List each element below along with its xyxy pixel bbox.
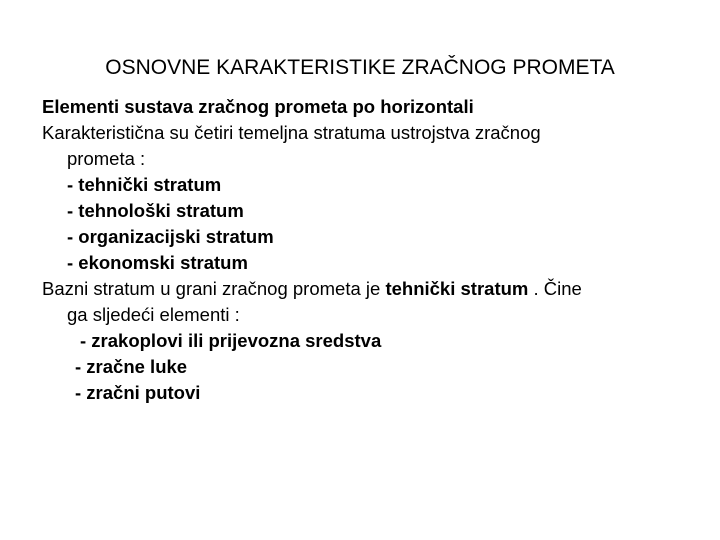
section-heading: Elementi sustava zračnog prometa po horizontali [42, 96, 474, 117]
basis-paragraph [42, 276, 692, 328]
basis-line-2: ga sljedeći elementi : [67, 304, 240, 325]
list-item-zracne-luke: - zračne luke [75, 356, 188, 377]
basis-bold: tehnički stratum [385, 278, 529, 299]
slide-title: OSNOVNE KARAKTERISTIKE ZRAČNOG PROMETA [105, 56, 615, 79]
list-item-tehnicki: - tehnički stratum [67, 174, 222, 195]
list-item-organizacijski: - organizacijski stratum [67, 226, 274, 247]
intro-line-1: Karakteristična su četiri temeljna stratuma ustrojstva zračnog [42, 122, 541, 143]
list-item-zrakoplovi: - zrakoplovi ili prijevozna sredstva [80, 330, 382, 351]
strata-list [42, 172, 692, 276]
list-item-zracni-putovi: - zračni putovi [75, 382, 201, 403]
intro-line-2: prometa : [67, 148, 146, 169]
list-item-tehnoloski: - tehnološki stratum [67, 200, 244, 221]
intro-paragraph [42, 120, 692, 172]
list-item-ekonomski: - ekonomski stratum [67, 252, 248, 273]
elements-list [42, 328, 692, 406]
slide-body [42, 94, 692, 406]
basis-suffix: . Čine [528, 278, 582, 299]
basis-prefix: Bazni stratum u grani zračnog prometa je [42, 278, 386, 299]
